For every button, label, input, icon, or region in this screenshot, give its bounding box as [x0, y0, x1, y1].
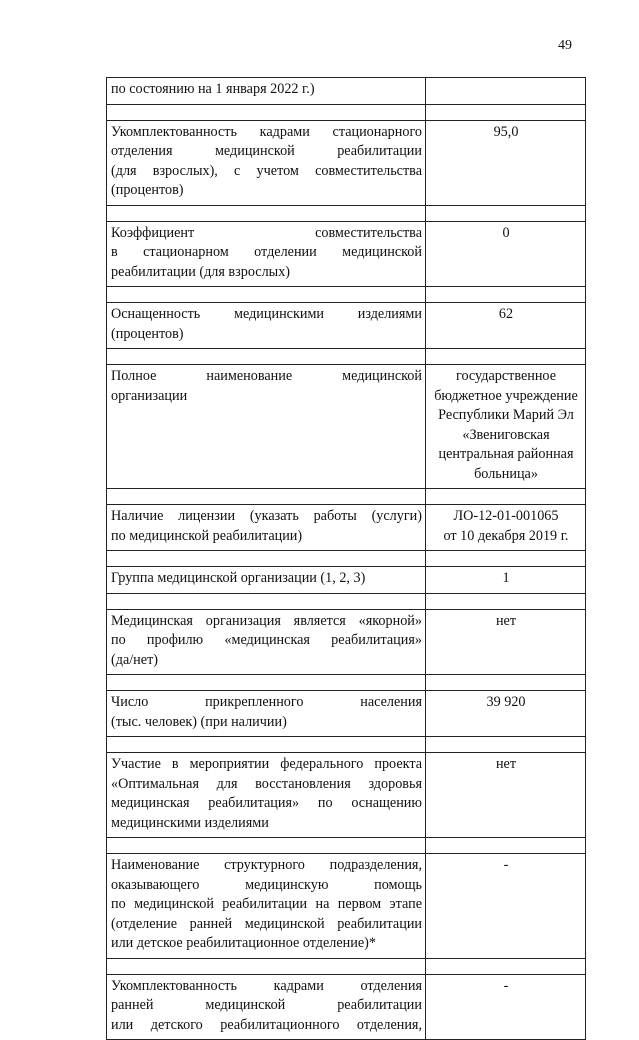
parameter-value-cell: [426, 854, 586, 959]
parameter-value-line: бюджетное учреждение: [434, 387, 578, 404]
parameter-label-line: в стационарном отделении медицинской: [111, 244, 422, 260]
row-spacer: [107, 675, 586, 691]
row-spacer: [107, 838, 586, 854]
table-row: [107, 505, 586, 551]
parameter-label-line: Оснащенность медицинскими изделиями: [111, 306, 422, 322]
spacer-cell: [107, 287, 426, 303]
parameter-label-cell: [107, 691, 426, 737]
spacer-cell: [426, 737, 586, 753]
parameter-label-line: медицинская реабилитация» по оснащению: [111, 795, 422, 811]
row-spacer: [107, 205, 586, 221]
spacer-cell: [107, 104, 426, 120]
parameter-label-cell: [107, 609, 426, 675]
row-spacer: [107, 737, 586, 753]
parameter-label-line: «Оптимальная для восстановления здоровья: [111, 775, 422, 792]
parameter-label-line: по медицинской реабилитации на первом этапе: [111, 896, 422, 912]
parameter-label-line: Укомплектованность кадрами стационарного: [111, 123, 422, 140]
parameter-label-line: Наличие лицензии (указать работы (услуги): [111, 508, 422, 524]
parameter-label-line: Группа медицинской организации (1, 2, 3): [111, 570, 366, 586]
parameter-label-cell: [107, 365, 426, 489]
spacer-cell: [426, 349, 586, 365]
parameter-label-cell: [107, 753, 426, 838]
parameter-value-line: государственное: [456, 368, 556, 384]
page-number: 49: [558, 38, 572, 53]
parameter-value-line: больница»: [474, 465, 538, 482]
parameter-value-line: -: [503, 857, 509, 873]
table-row: [107, 753, 586, 838]
spacer-cell: [107, 205, 426, 221]
spacer-cell: [426, 838, 586, 854]
table-row: [107, 303, 586, 349]
parameter-label-line: Укомплектованность кадрами отделения: [111, 977, 422, 994]
parameter-label-cell: [107, 505, 426, 551]
parameter-value-line: ЛО-12-01-001065: [453, 508, 559, 524]
parameter-label-line: по состоянию на 1 января 2022 г.): [111, 81, 315, 97]
row-spacer: [107, 593, 586, 609]
parameter-label-line: (процентов): [111, 325, 184, 342]
parameter-value-cell: [426, 974, 586, 1040]
parameter-label-cell: [107, 567, 426, 594]
parameter-value-line: 0: [502, 224, 510, 241]
parameter-label-cell: [107, 120, 426, 205]
parameter-label-line: оказывающего медицинскую помощь: [111, 876, 422, 893]
parameter-label-line: Полное наименование медицинской: [111, 368, 422, 384]
table-row: [107, 78, 586, 105]
parameter-value-cell: [426, 365, 586, 489]
parameter-label-line: по медицинской реабилитации): [111, 527, 303, 544]
parameter-value-line: «Звениговская: [462, 426, 550, 443]
parameter-label-cell: [107, 221, 426, 287]
parameter-value-line: центральная районная: [438, 446, 574, 462]
row-spacer: [107, 104, 586, 120]
parameter-value-cell: [426, 221, 586, 287]
parameter-label-line: Наименование структурного подразделения,: [111, 857, 422, 873]
parameter-value-line: 62: [498, 306, 514, 322]
table-row: [107, 365, 586, 489]
parameter-value-line: 1: [502, 570, 510, 586]
table-row: [107, 120, 586, 205]
parameter-label-cell: [107, 854, 426, 959]
spacer-cell: [107, 737, 426, 753]
parameter-value-line: нет: [495, 756, 517, 772]
spacer-cell: [426, 551, 586, 567]
spacer-cell: [426, 675, 586, 691]
spacer-cell: [107, 958, 426, 974]
row-spacer: [107, 349, 586, 365]
parameter-label-line: (процентов): [111, 182, 184, 198]
parameter-label-line: реабилитации (для взрослых): [111, 263, 291, 280]
parameter-value-line: нет: [495, 612, 517, 629]
parameter-value-line: -: [503, 977, 509, 994]
parameter-label-cell: [107, 974, 426, 1040]
parameter-value-cell: [426, 567, 586, 594]
spacer-cell: [426, 104, 586, 120]
spacer-cell: [426, 287, 586, 303]
parameter-label-line: организации: [111, 387, 188, 404]
parameter-value-line: 39 920: [486, 694, 526, 710]
parameter-label-line: (тыс. человек) (при наличии): [111, 713, 287, 730]
row-spacer: [107, 551, 586, 567]
parameter-label-line: медицинскими изделиями: [111, 814, 269, 831]
document-table: [106, 77, 586, 1040]
spacer-cell: [426, 205, 586, 221]
spacer-cell: [107, 489, 426, 505]
parameter-label-line: или детского реабилитационного отделения,: [111, 1016, 422, 1033]
spacer-cell: [426, 958, 586, 974]
parameter-label-line: отделения медицинской реабилитации: [111, 143, 422, 159]
parameter-label-line: (для взрослых), с учетом совместительства: [111, 162, 422, 179]
parameter-label-line: Медицинская организация является «якорной»: [111, 612, 422, 629]
table-row: [107, 854, 586, 959]
parameter-label-cell: [107, 303, 426, 349]
table-row: [107, 691, 586, 737]
parameter-label-line: (отделение ранней медицинской реабилитации: [111, 915, 422, 932]
parameter-label-line: Число прикрепленного населения: [111, 694, 422, 710]
table-row: [107, 221, 586, 287]
parameter-label-line: Коэффициент совместительства: [111, 224, 422, 241]
parameter-label-line: по профилю «медицинская реабилитация»: [111, 632, 422, 648]
parameter-value-line: Республики Марий Эл: [438, 407, 574, 423]
parameter-value-cell: [426, 505, 586, 551]
parameter-value-cell: [426, 753, 586, 838]
spacer-cell: [107, 593, 426, 609]
parameter-label-cell: [107, 78, 426, 105]
spacer-cell: [107, 551, 426, 567]
parameter-value-line: от 10 декабря 2019 г.: [443, 527, 569, 544]
parameter-value-cell: [426, 78, 586, 105]
parameter-value-cell: [426, 303, 586, 349]
parameter-label-line: Участие в мероприятии федерального проекта: [111, 756, 422, 772]
parameter-value-line: 95,0: [493, 123, 519, 140]
spacer-cell: [107, 838, 426, 854]
spacer-cell: [426, 593, 586, 609]
table-row: [107, 974, 586, 1040]
table-row: [107, 609, 586, 675]
spacer-cell: [426, 489, 586, 505]
parameter-value-cell: [426, 691, 586, 737]
spacer-cell: [107, 349, 426, 365]
row-spacer: [107, 287, 586, 303]
parameter-label-line: ранней медицинской реабилитации: [111, 997, 422, 1013]
parameter-value-line: [430, 80, 582, 100]
table-row: [107, 567, 586, 594]
spacer-cell: [107, 675, 426, 691]
parameter-label-line: или детское реабилитационное отделение)*: [111, 935, 376, 951]
parameter-label-line: (да/нет): [111, 651, 158, 668]
parameter-value-cell: [426, 120, 586, 205]
row-spacer: [107, 958, 586, 974]
parameter-value-cell: [426, 609, 586, 675]
row-spacer: [107, 489, 586, 505]
